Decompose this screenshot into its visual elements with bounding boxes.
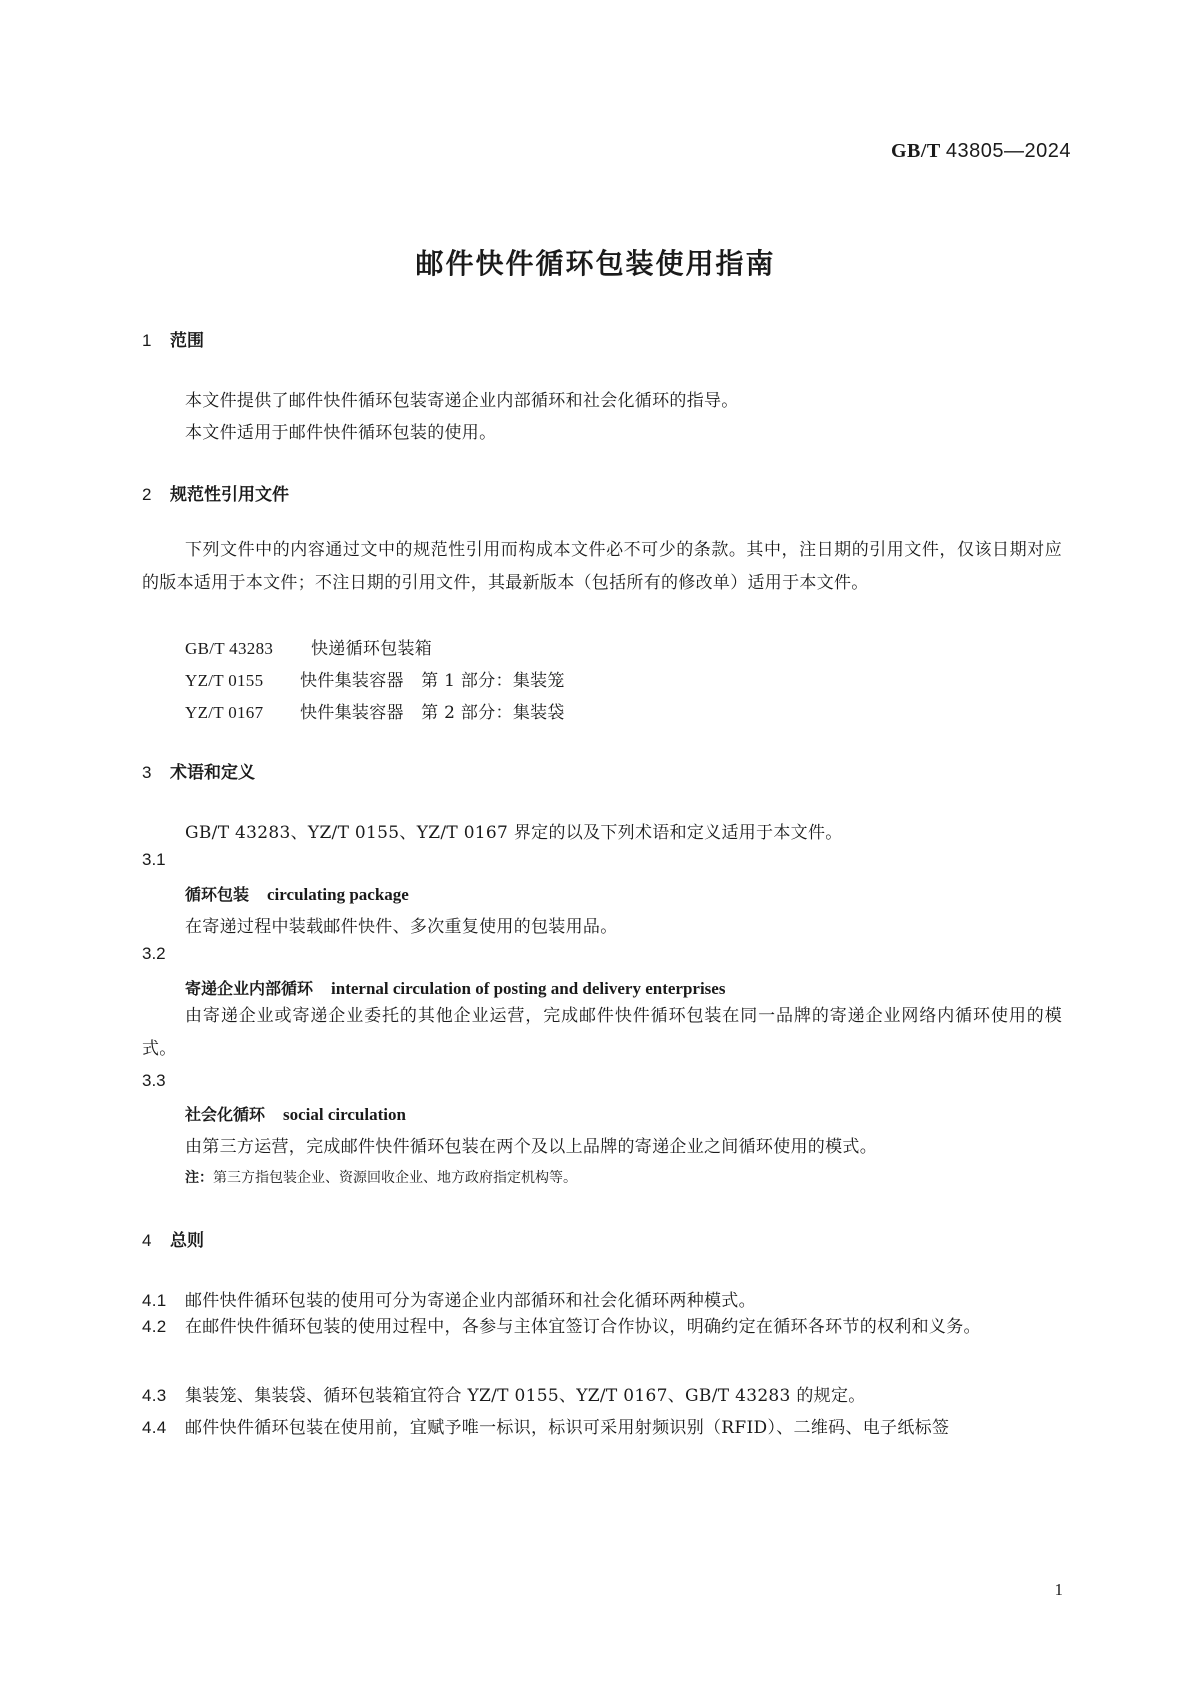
section-title: 规范性引用文件 [170, 485, 289, 505]
term-definition: 在寄递过程中装载邮件快件、多次重复使用的包装用品。 [185, 917, 618, 937]
reference-code: YZ/T 0155 [185, 671, 264, 690]
section-title: 总则 [170, 1231, 204, 1251]
section-3-heading [142, 758, 255, 783]
standard-code [891, 140, 1071, 163]
clause-number: 4.1 [142, 1291, 167, 1310]
section-title: 范围 [170, 331, 204, 351]
clause-text: 邮件快件循环包装的使用可分为寄递企业内部循环和社会化循环两种模式。 [185, 1291, 756, 1311]
note [185, 1167, 577, 1187]
clause [142, 1286, 756, 1311]
term-number: 3.2 [142, 944, 166, 963]
clause [142, 1413, 949, 1438]
term-cn: 循环包装 [185, 885, 250, 904]
term-number: 3.1 [142, 850, 166, 869]
clause-number: 4.3 [142, 1386, 167, 1405]
reference-code: YZ/T 0167 [185, 703, 264, 722]
clause [142, 1381, 866, 1406]
section-2-heading [142, 480, 289, 505]
term-cn: 社会化循环 [185, 1105, 266, 1124]
term-en: social circulation [283, 1105, 406, 1124]
clause-text: 集装笼、集装袋、循环包装箱宜符合 YZ/T 0155、YZ/T 0167、GB/T 43283 的规定。 [185, 1386, 866, 1406]
reference-item [185, 634, 432, 659]
reference-title: 快递循环包装箱 [311, 639, 433, 659]
term-heading [185, 1102, 406, 1125]
standard-code-number: 43805—2024 [945, 140, 1071, 162]
section-number: 2 [142, 485, 152, 504]
section-title: 术语和定义 [170, 763, 255, 783]
term-number: 3.3 [142, 1071, 166, 1090]
reference-title: 快件集装容器 第 1 部分：集装笼 [300, 671, 565, 691]
reference-item [185, 666, 565, 691]
reference-item [185, 698, 565, 723]
clause [142, 1310, 1062, 1344]
reference-code: GB/T 43283 [185, 639, 274, 658]
terms-intro: GB/T 43283、YZ/T 0155、YZ/T 0167 界定的以及下列术语和定义适用于本文件。 [185, 823, 843, 843]
section-4-heading [142, 1226, 204, 1251]
section-1-heading [142, 326, 204, 351]
reference-title: 快件集装容器 第 2 部分：集装袋 [300, 703, 565, 723]
term-definition: 由第三方运营，完成邮件快件循环包装在两个及以上品牌的寄递企业之间循环使用的模式。 [185, 1137, 877, 1157]
clause-number: 4.4 [142, 1418, 167, 1437]
paragraph: 本文件提供了邮件快件循环包装寄递企业内部循环和社会化循环的指导。 [185, 391, 739, 411]
normative-references-intro: 下列文件中的内容通过文中的规范性引用而构成本文件必不可少的条款。其中，注日期的引用文件，仅该日期对应的版本适用于本文件；不注日期的引用文件，其最新版本（包括所有的修改单）适用于本文件。 [142, 540, 1062, 593]
note-label: 注： [185, 1170, 213, 1186]
standard-code-prefix: GB/T [890, 140, 941, 162]
clause-number: 4.2 [142, 1317, 167, 1336]
paragraph: 本文件适用于邮件快件循环包装的使用。 [185, 423, 497, 443]
term-heading [185, 882, 409, 905]
document-title: 邮件快件循环包装使用指南 [415, 247, 776, 280]
term-en: internal circulation of posting and delivery enterprises [331, 979, 726, 998]
term-definition: 由寄递企业或寄递企业委托的其他企业运营，完成邮件快件循环包装在同一品牌的寄递企业网络内循环使用的模式。 [142, 1006, 1062, 1059]
section-number: 3 [142, 763, 152, 782]
term-heading [185, 976, 725, 999]
section-number: 1 [142, 331, 152, 350]
note-text: 第三方指包装企业、资源回收企业、地方政府指定机构等。 [213, 1170, 577, 1186]
section-number: 4 [142, 1231, 152, 1250]
clause-text: 在邮件快件循环包装的使用过程中，各参与主体宜签订合作协议，明确约定在循环各环节的权利和义务。 [185, 1317, 981, 1337]
term-en: circulating package [267, 885, 409, 904]
term-cn: 寄递企业内部循环 [185, 979, 314, 998]
clause-text: 邮件快件循环包装在使用前，宜赋予唯一标识，标识可采用射频识别（RFID）、二维码、电子纸标签 [185, 1418, 950, 1438]
page-number: 1 [1054, 1580, 1063, 1599]
